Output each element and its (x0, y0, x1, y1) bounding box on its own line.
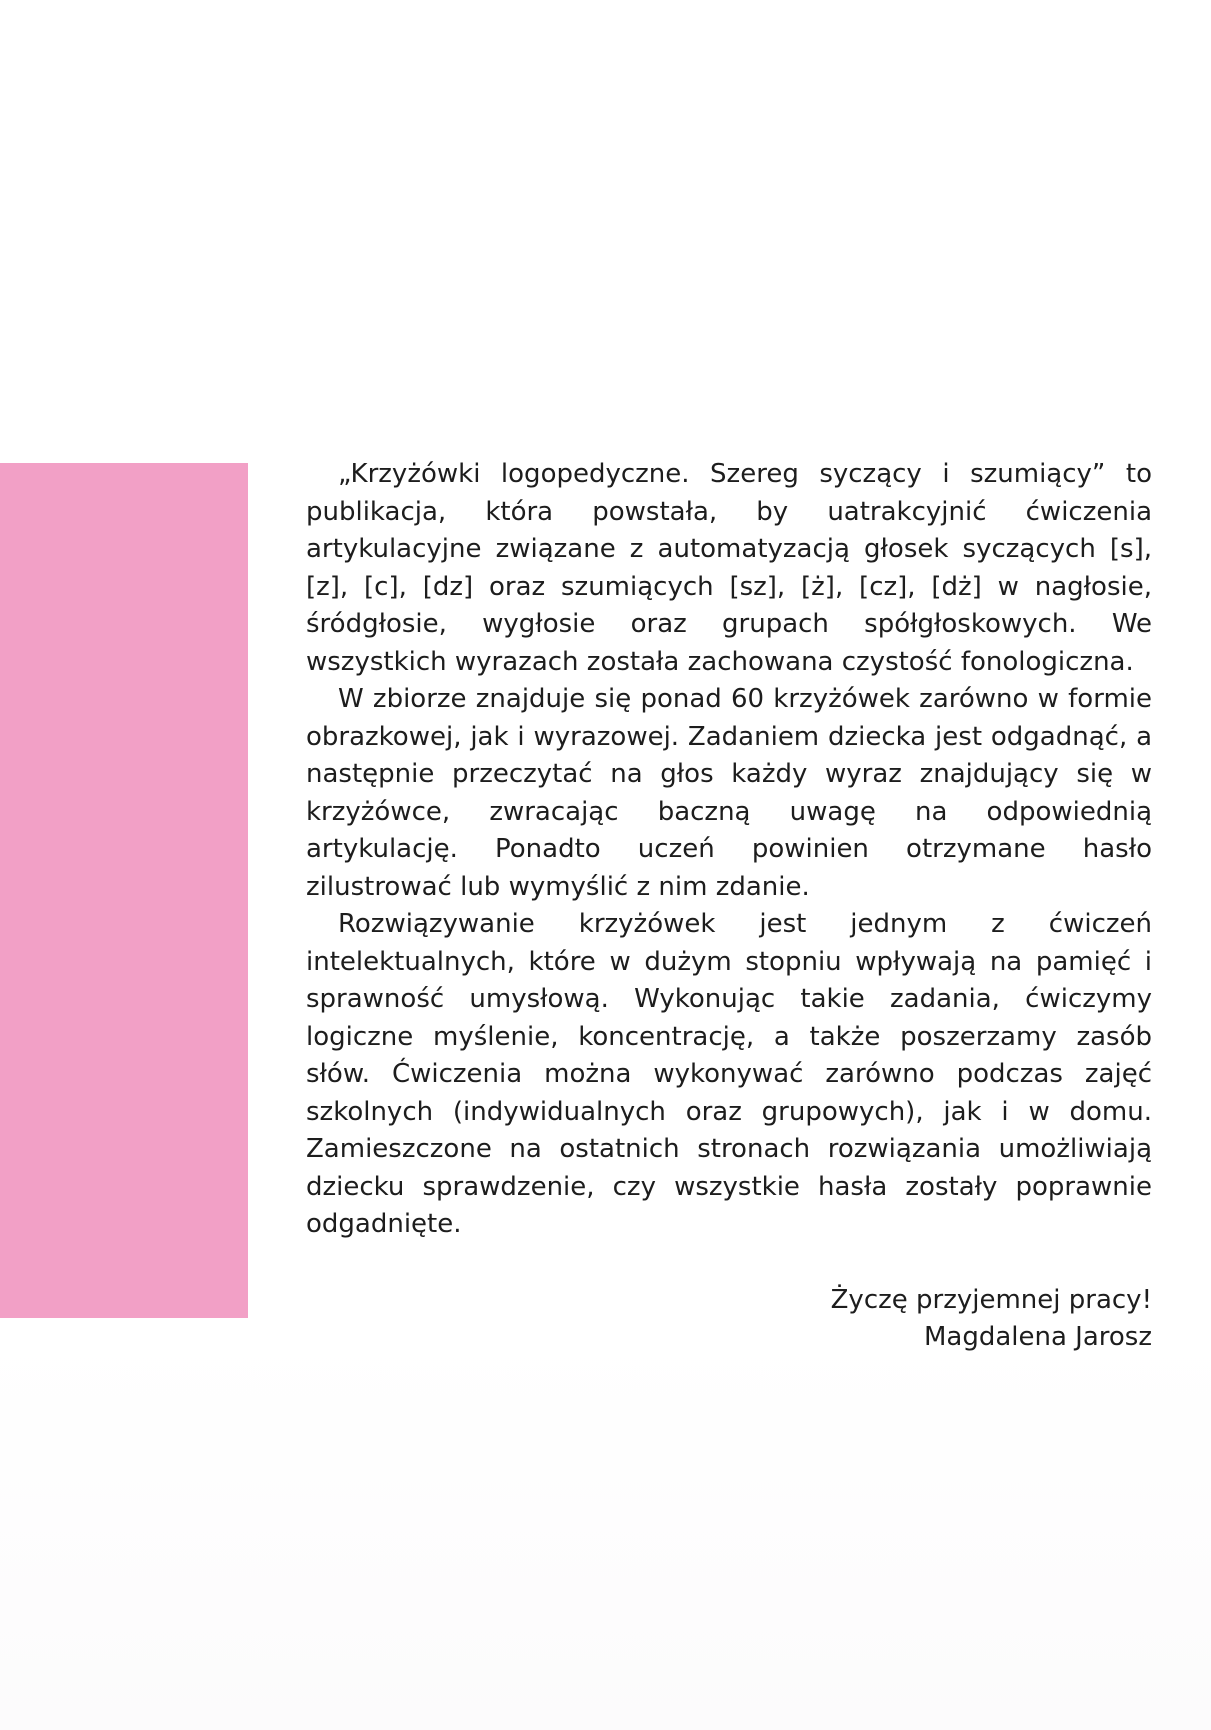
signature-greeting: Życzę przyjemnej pracy! (830, 1284, 1152, 1315)
signature-block (306, 1282, 1152, 1357)
intro-text-block (306, 456, 1152, 1357)
pink-accent-band (0, 463, 248, 1318)
intro-paragraph-1: „Krzyżówki logopedyczne. Szereg syczący i szumiący” to publikacja, która powstała, by uatrakcyjnić ćwiczenia artykulacyjne związane z automatyzacją głosek syczących [s], [z], [c], [dz] oraz szumiących [sz], [ż], [cz], [dż] w nagłosie, śródgłosie, wygłosie oraz grupach spółgłoskowych. We wszystkich wyrazach została zachowana czystość fonologiczna. (306, 459, 1152, 677)
intro-paragraph-3: Rozwiązywanie krzyżówek jest jednym z ćwiczeń intelektualnych, które w dużym stopniu wpływają na pamięć i sprawność umysłową. Wykonując takie zadania, ćwiczymy logiczne myślenie, koncentrację, a także poszerzamy zasób słów. Ćwiczenia można wykonywać zarówno podczas zajęć szkolnych (indywidualnych oraz grupowych), jak i w domu. Zamieszczone na ostatnich stronach rozwiązania umożliwiają dziecku sprawdzenie, czy wszystkie hasła zostały poprawnie odgadnięte. (306, 909, 1152, 1239)
page-background-tint (0, 1330, 1211, 1730)
intro-paragraph-2: W zbiorze znajduje się ponad 60 krzyżówek zarówno w formie obrazkowej, jak i wyrazowej. Zadaniem dziecka jest odgadnąć, a następnie przeczytać na głos każdy wyraz znajdujący się w krzyżówce, zwracając baczną uwagę na odpowiednią artykulację. Ponadto uczeń powinien otrzymane hasło zilustrować lub wymyślić z nim zdanie. (306, 684, 1152, 902)
signature-author: Magdalena Jarosz (923, 1322, 1152, 1352)
